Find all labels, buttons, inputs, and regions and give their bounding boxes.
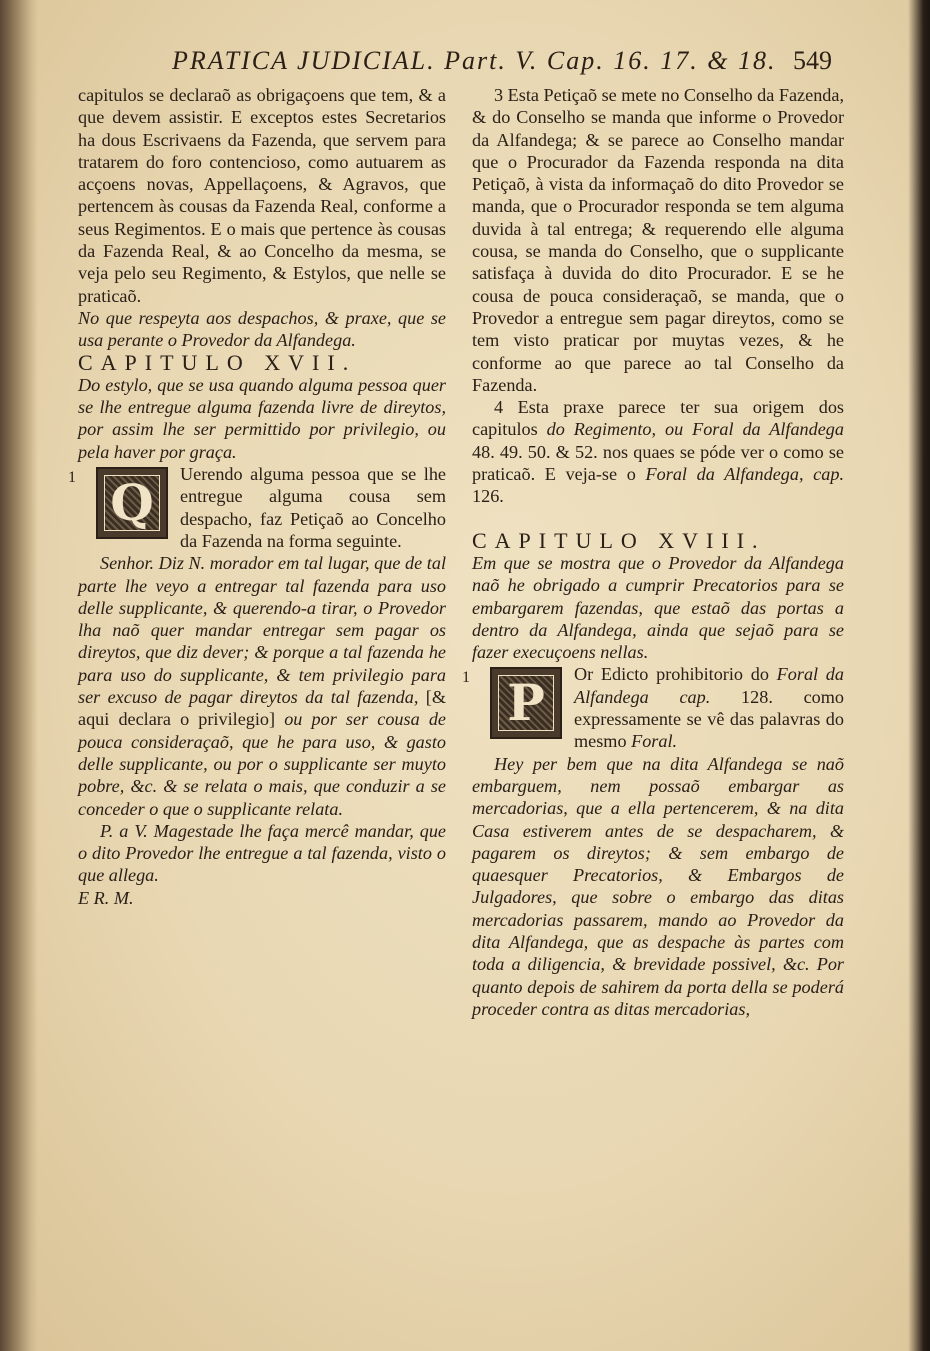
paragraph-number: 1 [462, 669, 470, 687]
page-gutter [0, 0, 38, 1351]
petition-text [78, 552, 446, 820]
petition-part: ou por ser cousa de pouca consideraçaõ, que he para uso, & gasto delle supplicante, ou por o supplicante ser muyto pobre, &c. & se relata o mais, que conduzir a se conceder o que o supplicante relata. [78, 709, 446, 819]
chapter-title: CAPITULO XVIII. [472, 527, 766, 553]
page-number: 549 [793, 46, 832, 75]
initial-letter: P [507, 673, 545, 733]
text-span: Foral da Alfandega, cap. [645, 464, 844, 485]
text-span: 128. como expressamente se vê das palavras do mesmo [574, 686, 844, 752]
text-span: Or Edicto prohibitorio do [574, 664, 769, 685]
decorated-initial [96, 467, 168, 539]
right-column [462, 84, 845, 1020]
paragraph-with-initial [462, 663, 844, 752]
initial-letter: Q [110, 472, 154, 532]
text-span: 126. [472, 486, 504, 507]
paragraph: capitulos se declaraõ as obrigaçoens que tem, & a que devem assistir. E exceptos estes Secretarios ha dous Escrivaens da Fazenda, que servem para tratarem do foro contencioso, como autuarem as acçoens novas, Appellaçoens, & Agravos, que pertencem às cousas da Fazenda Real, conforme a seus Regimentos. E o mais que pertence às cousas da Fazenda Real, & ao Concelho da mesma, se veja pelo seu Regimento, & Estylos, que nelle se praticaõ. [78, 85, 446, 306]
text-span: Foral da Alfandega cap. [574, 664, 844, 707]
petition-closing: P. a V. Magestade lhe faça mercê mandar, que o dito Provedor lhe entregue a tal fazenda, visto o que allega. [78, 820, 446, 886]
text-span: Foral. [631, 731, 678, 752]
petition-bracket: [& aqui declara o privilegio] [78, 687, 447, 730]
paragraph-number: 1 [68, 469, 76, 487]
left-column [68, 84, 447, 909]
text-span: 48. 49. 50. & 52. nos quaes se póde ver o como se praticaõ. E veja-se o [472, 441, 844, 485]
petition-signoff: E R. M. [78, 887, 134, 908]
text-span: 4 Esta praxe parece ter sua origem dos capitulos [472, 397, 844, 440]
petition-part: Senhor. Diz N. morador em tal lugar, que de tal parte lhe veyo a entregar tal fazenda para uso delle supplicante, & querendo-a tirar, o Provedor lha naõ quer mandar entregar sem pagar os direytos, que diz dever; & porque a tal fazenda he para uso do supplicante, & tem privilegio para ser excuso de pagar direytos da tal fazenda, [78, 553, 446, 708]
running-header [172, 46, 832, 86]
paragraph [472, 396, 844, 507]
header-title: PRATICA JUDICIAL. Part. V. Cap. 16. 17. & 18. [172, 46, 777, 75]
chapter-title: CAPITULO XVII. [78, 349, 357, 375]
quoted-decree: Hey per bem que na dita Alfandega se naõ embarguem, nem possaõ embargar as mercadorias, que a ella pertencerem, & na dita Casa estiverem antes de se despacharem, & pagarem os direytos; & sem embargo de quaesquer Precatorios, & Embargos de Julgadores, que sobre o embargo das ditas mercadorias passarem, mando ao Provedor da dita Alfandega, que as despache às partes com toda a diligencia, & brevidade possivel, &c. Por quanto depois de sahirem da porta della se poderá proceder contra as ditas mercadorias, [472, 753, 844, 1019]
paragraph: 3 Esta Petiçaõ se mete no Conselho da Fazenda, & do Conselho se manda que informe o Provedor da Alfandega; & se parece ao Conselho mandar que o Procurador da Fazenda responda na dita Petiçaõ, à vista da informaçaõ do dito Provedor se manda, que o Procurador responda se tem alguma duvida à tal entrega; & requerendo elle alguma cousa, se manda do Conselho, que o supplicante satisfaça à duvida do dito Procurador. E se he cousa de pouca consideraçaõ, se manda, que o Provedor a entregue sem pagar direytos, como se tem visto praticar por muytas vezes, & he conforme ao que parece ao tal Conselho da Fazenda. [472, 85, 845, 395]
page-edge-shadow [908, 0, 930, 1351]
text-span: do Regimento, ou Foral da Alfandega [546, 419, 844, 440]
chapter-summary: Em que se mostra que o Provedor da Alfandega naõ he obrigado a cumprir Precatorios para se embargarem fazendas, que estaõ das portas a dentro da Alfandega, ainda que sejaõ para se fazer execuçoens nellas. [472, 552, 844, 663]
paragraph-with-initial [68, 463, 446, 552]
decorated-initial [490, 667, 562, 739]
section-heading: No que respeyta aos despachos, & praxe, que se usa perante o Provedor da Alfandega. [78, 307, 446, 351]
chapter-summary: Do estylo, que se usa quando alguma pessoa quer se lhe entregue alguma fazenda livre de direytos, por assim lhe ser permittido por privilegio, ou pela haver por graça. [78, 374, 446, 462]
paragraph-text: Uerendo alguma pessoa que se lhe entregue alguma cousa sem despacho, faz Petiçaõ ao Concelho da Fazenda na forma seguinte. [180, 464, 446, 551]
